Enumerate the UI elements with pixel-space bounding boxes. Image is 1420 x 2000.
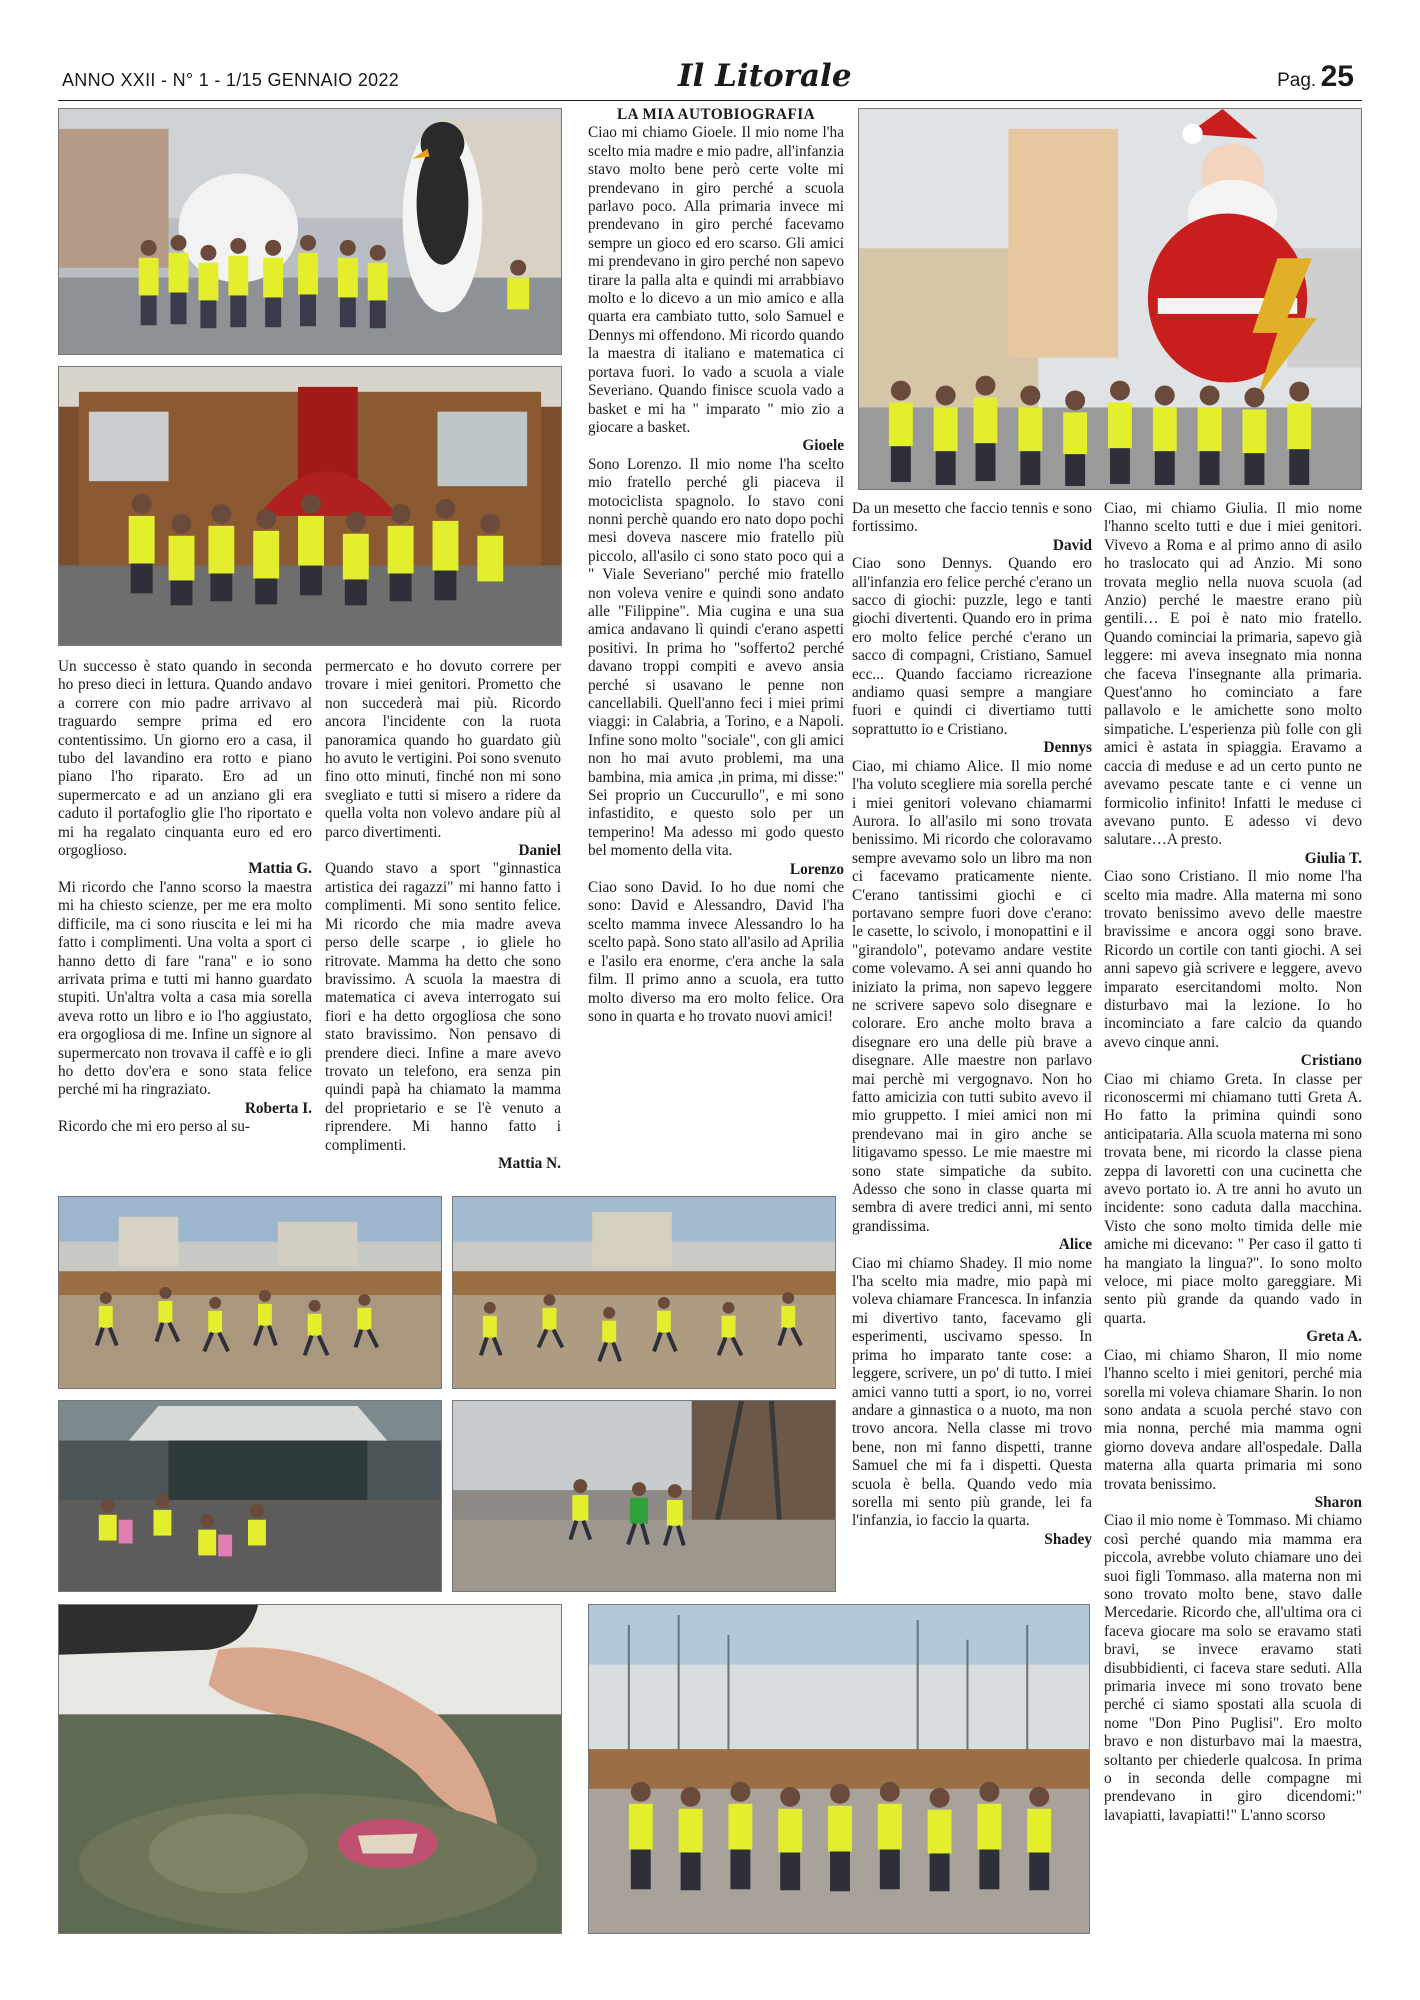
seafront-exercise-photo-left	[58, 1196, 442, 1389]
issue-info: ANNO XXII - N° 1 - 1/15 GENNAIO 2022	[62, 70, 400, 90]
story-text: Mi ricordo che l'anno scorso la maestra mi ha chiesto scienze, per me era molto difficile, ma ci sono riuscita e lei mi ha fatto i complimenti. Una volta a sport ci hanno detto di fare "rana" e io sono arrivata prima e tutti mi hanno guardato stupiti. Un'altra volta a casa mia sorella aveva rotto un libro e io l'ho aggiustato, era orgogliosa di me. Infine un signore al supermercato non trovava il caffè e io gli ho detto dov'era e sono stata felice perché mi ha ringraziato.	[58, 878, 312, 1099]
boatyard-walk-photo	[452, 1400, 836, 1592]
story-text: Ciao il mio nome è Tommaso. Mi chiamo così perché quando mia mamma era piccola, avrebbe voluto chiamare uno dei suoi figli Tommaso. alla materna non mi sono trovato molto bene, stavo dalle Mercedarie. Ricordo che, all'ultima ora ci faceva giocare ma solo se eravamo stati bravi, se invece eravamo stati disubbidienti, ci faceva stare seduti. Alla primaria invece mi sono trovato bene perché ci siamo spostati alla scuola di nome "Don Pino Puglisi". Ero molto bravo e non disturbavo mai la maestra, soltanto per chiederle qualcosa. In prima o in seconda delle compagne mi prendevano in giro dicendomi:" lavapiatti, lavapiatti!" L'anno scorso	[1104, 1512, 1362, 1824]
author-signature: Gioele	[802, 437, 844, 455]
article-title: LA MIA AUTOBIOGRAFIA	[616, 106, 816, 123]
author-signature: Dennys	[1043, 739, 1092, 757]
author-signature: Cristiano	[1300, 1052, 1362, 1070]
author-signature: Shadey	[1044, 1530, 1092, 1548]
masthead: Il Litorale	[678, 58, 852, 94]
fish-market-photo	[58, 1400, 442, 1592]
page-number-block	[1277, 60, 1354, 94]
story-text: Ciao, mi chiamo Giulia. Il mio nome l'hanno scelto tutti e due i miei genitori. Vivevo a Roma e al primo anno di asilo ho traslocato qui ad Anzio. Mi sono trovata meglio nella nuova scuola (ad Anzio) perché le maestre erano più gentili… E poi è nato mio fratello. Quando cominciai la primaria, sapevo già leggere: mi aveva insegnato mia nonna che faceva l'insegnante alla primaria. Quest'anno ho cominciato a fare pallavolo e le amichette sono molto simpatiche. L'esperienza più folle con gli amici è astata in spiaggia. Eravamo a caccia di meduse e ad un certo punto ne avevamo pescate tante e ci venne un formicolio infinito! Infatti le meduse ci avevano punto. E adesso vi devo salutare…A presto.	[1104, 500, 1362, 849]
story-text: Sono Lorenzo. Il mio nome l'ha scelto mio fratello perché gli piaceva il motociclista spagnolo. Io stavo coni nonni perchè quando ero nato dopo pochi mesi doveva nascere mio fratello più piccolo, all'asilo ci sono stato poco qui a " Viale Severiano" perché mio fratello non voleva venire e quindi sono andato alle "Filippine". Mia cugina e una sua amica andavano lì quindi c'erano aspetti positivi. In prima ho "sofferto2 perché davano troppi compiti e avevo ansia perché si usavano le penne non cancellabili. Quell'anno feci i miei primi viaggi: in Calabria, a Torino, e a Napoli. Infine sono molto "sociale", con gli amici non ho mai avuto problemi, ma una bambina, mia amica ,in prima, mi disse:" Sei proprio un Cuccurullo", e mi sono infastidito, e questo solo per un temperino! Ma adesso mi godo questo bel momento della vita.	[588, 455, 844, 860]
story-text: permercato e ho dovuto correre per trovare i miei genitori. Prometto che non succederà mai più. Ricordo ancora l'incidente con la ruota panoramica quando ho guardato giù ho avuto le vertigini. Poi sono svenuto fino otto minuti, finché non mi sono svegliato e tutti si misero a ridere da quella volta non volevo andare più al parco divertimenti.	[325, 658, 561, 841]
story-text: Ciao sono David. Io ho due nomi che sono: David e Alessandro, David l'ha scelto mamma invece Alessandro lo ha scelto papà. Sono stato all'asilo ad Aprilia e l'asilo era enorme, c'era anche la sala film. Il primo anno a scuola, era tutto molto diverso ma ero molto felice. Ora sono in quarta e ho trovato nuovi amici!	[588, 879, 844, 1025]
story-text: Ciao sono Cristiano. Il mio nome l'ha scelto mia madre. Alla materna mi sono trovato benissimo avevo delle maestre bravissime e ancora oggi sono brave. Ricordo un cortile con tanti giochi. A sei anni sapevo già scrivere e leggere, avevo imparato esercitandomi molto. Non disturbavo mai la lezione. Io ho incominciato a fare calcio da quando avevo cinque anni.	[1104, 868, 1362, 1051]
article-column-5	[1104, 500, 1362, 1948]
story-text: Ciao, mi chiamo Alice. Il mio nome l'ha voluto scegliere mia sorella perché i miei genitori volevano chiamarmi Aurora. Io all'asilo mi sono trovata benissimo. Mi ricordo che coloravamo sempre avevamo solo un libro ma non ci facevamo praticamente niente. C'erano tantissimi giochi e ci portavano sempre fuori dove c'erano: le casette, lo scivolo, i monopattini e il "girandolo", potevamo andare vestite come volevamo. A sei anni quando ho iniziato la prima, non sapevo leggere ne scrivere sapevo solo disegnare e colorare. Ero anche molto brava a disegnare ero una delle più brave a disegnare. Alle maestre non parlavo mai perchè mi vergognavo. Non ho fatto amicizia con tutti subito avevo il mio gruppetto. I miei amici non mi prendevano mai in giro anche se litigavamo spesso. Le mie maestre mi sono state simpatiche da subito. Adesso che sono in classe quarta mi sembra di avere tredici anni, mi sento grandissima.	[852, 757, 1092, 1235]
page-number: 25	[1320, 60, 1354, 93]
author-signature: Mattia G.	[248, 860, 312, 878]
marina-group-photo	[588, 1604, 1090, 1934]
story-text: Ciao mi chiamo Gioele. Il mio nome l'ha scelto mia madre e mio padre, all'infanzia stavo molto bene però certe volte mi prendevano in giro perché a scuola parlavo poco. Alla primaria invece mi prendevano in giro perché facevamo sempre un gioco ed ero scarso. Gli amici mi prendevano in giro perché non sapevo tirare la palla alta e quindi mi arrabbiavo molto e lo dicevo a un mio amico e alla quarta era cambiato tutto, solo Samuel e Dennys mi offendono. Mi ricordo quando la maestra di italiano e matematica ci portava fuori. Io vado a scuola a viale Severiano. Quando finisce scuola vado a basket e mi ha " imparato " mio zio a giocare a basket.	[588, 124, 844, 436]
header-rule	[58, 100, 1362, 101]
christmas-house-group-photo	[58, 366, 562, 646]
author-signature: Mattia N.	[498, 1154, 561, 1172]
author-signature: Greta A.	[1306, 1328, 1362, 1346]
seafront-exercise-photo-right	[452, 1196, 836, 1389]
author-signature: Roberta I.	[244, 1099, 312, 1117]
story-text: Ciao sono Dennys. Quando ero all'infanzia ero felice perché c'erano un sacco di giochi: puzzle, lego e tanti giochi divertenti. Quando ero in prima ero molto felice perché c'erano un sacco di compagni, Cristiano, Samuel ecc... Quando facciamo ricreazione andiamo quasi sempre a mangiare fuori e quindi ci divertiamo tutti soprattutto io e Cristiano.	[852, 555, 1092, 738]
story-text: Da un mesetto che faccio tennis e sono fortissimo.	[852, 500, 1092, 536]
santa-claus-group-photo	[858, 108, 1362, 490]
author-signature: Alice	[1058, 1236, 1092, 1254]
article-column-4	[852, 500, 1092, 1598]
story-text: Ciao mi chiamo Shadey. Il mio nome l'ha scelto mia madre, mio papà mi voleva chiamare Francesca. In infanzia mi divertivo tanto, facevamo gli esperimenti, uscivamo spesso. In prima ho imparato tante cose: a leggere, scrivere, un po' di tutto. I miei amici vanno tutti a sport, io no, vorrei andare a ginnastica o a nuoto, ma non trovo ancora. Nella classe mi trovo bene, non mi fanno dispetti, tranne Samuel che mi fa i dispetti. Questa scuola è bella. Quando vedo mia sorella mi sento più grande, lei fa l'infanzia, io faccio la quarta.	[852, 1254, 1092, 1530]
story-text: Quando stavo a sport "ginnastica artistica dei ragazzi" mi hanno fatto i complimenti. Mi sono sentito felice. Mi ricordo che mia madre aveva perso delle scarpe , io gliele ho ritrovate. Mamma ha detto che sono bravissimo. A scuola la maestra di matematica ci aveva interrogato sui fiori e ha detto orgogliosa che sono stato bravissimo. Non pensavo di prendere dieci. Infine a mare avevo trovato un telefono, era senza pin quindi papà ha chiamato la mamma del proprietario e se l'è venuto a riprendere. Mi hanno fatto i complimenti.	[325, 860, 561, 1154]
article-column-1	[58, 658, 312, 1188]
article-column-3	[588, 106, 844, 1190]
story-text: Ciao, mi chiamo Sharon, Il mio nome l'hanno scelto i miei genitori, perché mia sorella mi voleva chiamare Sharin. Io non sono andata a scuola perché stavo con mia nonna, perché mia mamma ogni giorno doveva andare all'ospedale. Dalla materna alla quarta primaria mi sono trovata benissimo.	[1104, 1346, 1362, 1493]
author-signature: Lorenzo	[789, 860, 844, 878]
author-signature: Sharon	[1314, 1493, 1362, 1511]
page-header	[58, 56, 1362, 102]
article-column-2	[325, 658, 561, 1188]
penguin-christmas-decoration-photo	[58, 108, 562, 355]
author-signature: Daniel	[518, 842, 561, 860]
fish-tank-hand-photo	[58, 1604, 562, 1934]
story-text: Ricordo che mi ero perso al su-	[58, 1118, 251, 1136]
story-text: Ciao mi chiamo Greta. In classe per riconoscermi mi chiamano tutti Greta A. Ho fatto la primina quindi sono anticipataria. Alla scuola materna mi sono trovata bene, mi ricordo la classe piena zeppa di lavoretti con una cucinetta che avevo portato io. A tre anni ho avuto un incidente: sono caduta dalla macchina. Visto che sono molto timida delle mie amiche mi dicevano: " Per caso il gatto ti ha mangiato la lingua?". Io sono molto veloce, mi piace molto gareggiare. Mi sento più grande da quando vado in quarta.	[1104, 1070, 1362, 1327]
page-label: Pag.	[1277, 70, 1317, 91]
author-signature: Giulia T.	[1304, 849, 1362, 867]
author-signature: David	[1052, 536, 1092, 554]
story-text: Un successo è stato quando in seconda ho preso dieci in lettura. Quando andavo a correre con mio padre arrivavo al traguardo sempre prima ed ero contentissimo. Un giorno ero a casa, il tubo del lavandino era rotto e piano piano l'ho riparato. Ero ad un supermercato e ad un anziano gli era caduto il portafoglio glie l'ho riportato e mi ha regalato cinquanta euro ed ero orgoglioso.	[58, 658, 312, 860]
